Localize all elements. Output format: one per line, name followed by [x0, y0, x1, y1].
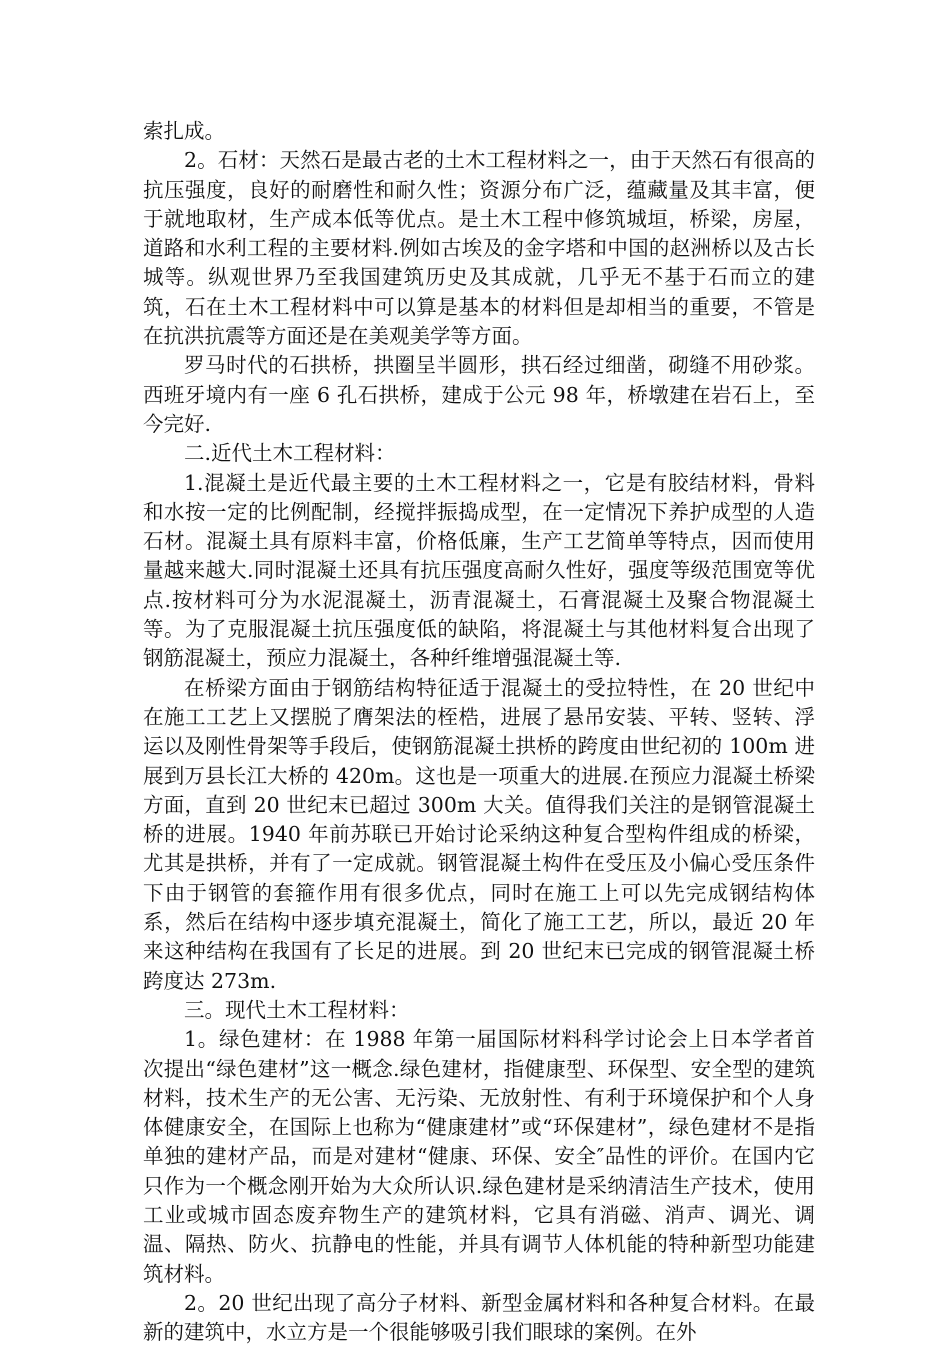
paragraph-polymer-materials: 2。20 世纪出现了高分子材料、新型金属材料和各种复合材料。在最新的建筑中，水立方是一个很能够吸引我们眼球的案例。在外	[143, 1290, 815, 1345]
heading-contemporary-materials: 三。现代土木工程材料：	[184, 997, 410, 1022]
paragraph-continuation: 索扎成。	[143, 119, 225, 143]
paragraph-green-materials: 1。绿色建材：在 1988 年第一届国际材料科学讨论会上日本学者首次提出“绿色建材”这一概念.绿色建材，指健康型、环保型、安全型的建筑材料，技术生产的无公害、无污染、无放射性、有利于环境保护和个人身体健康安全，在国际上也称为“健康建材”或“环保建材”，绿色建材不是指单独的建材产品，而是对建材“健康、环保、安全″品性的评价。在国内它只作为一个概念刚开始为大众所认识.绿色建材是采纳清洁生产技术，使用工业或城市固态废弃物生产的建筑材料，它具有消磁、消声、调光、调温、隔热、防火、抗静电的性能，并具有调节人体机能的特种新型功能建筑材料。	[143, 1027, 815, 1286]
paragraph-roman-arch: 罗马时代的石拱桥，拱圈呈半圆形，拱石经过细凿，砌缝不用砂浆。西班牙境内有一座 6 孔石拱桥，建成于公元 98 年，桥墩建在岩石上，至今完好.	[143, 353, 815, 436]
paragraph-stone: 2。石材：天然石是最古老的土木工程材料之一，由于天然石有很高的抗压强度，良好的耐磨性和耐久性；资源分布广泛，蕴藏量及其丰富，便于就地取材，生产成本低等优点。是土木工程中修筑城垣，桥梁，房屋，道路和水利工程的主要材料.例如古埃及的金字塔和中国的赵洲桥以及古长城等。纵观世界乃至我国建筑历史及其成就，几乎无不基于石而立的建筑，石在土木工程材料中可以算是基本的材料但是却相当的重要，不管是在抗洪抗震等方面还是在美观美学等方面。	[143, 148, 815, 349]
paragraph-concrete: 1.混凝土是近代最主要的土木工程材料之一，它是有胶结材料，骨料和水按一定的比例配制，经搅拌振捣成型，在一定情况下养护成型的人造石材。混凝土具有原料丰富，价格低廉，生产工艺简单等特点，因而使用量越来越大.同时混凝土还具有抗压强度高耐久性好，强度等级范围宽等优点.按材料可分为水泥混凝土，沥青混凝土，石膏混凝土及聚合物混凝土等。为了克服混凝土抗压强度低的缺陷，将混凝土与其他材料复合出现了钢筋混凝土，预应力混凝土，各种纤维增强混凝土等.	[143, 470, 815, 671]
document-body	[143, 117, 815, 1347]
paragraph-bridges: 在桥梁方面由于钢筋结构特征适于混凝土的受拉特性，在 20 世纪中在施工工艺上又摆脱了膺架法的桎梏，进展了悬吊安装、平转、竖转、浮运以及刚性骨架等手段后，使钢筋混凝土拱桥的跨度由世纪初的 100m 进展到万县长江大桥的 420m。这也是一项重大的进展.在预应力混凝土桥梁方面，直到 20 世纪末已超过 300m 大关。值得我们关注的是钢管混凝土桥的进展。1940 年前苏联已开始讨论采纳这种复合型构件组成的桥梁，尤其是拱桥，并有了一定成就。钢管混凝土构件在受压及小偏心受压条件下由于钢管的套箍作用有很多优点，同时在施工上可以先完成钢结构体系，然后在结构中逐步填充混凝土，简化了施工工艺，所以，最近 20 年来这种结构在我国有了长足的进展。到 20 世纪末已完成的钢管混凝土桥跨度达 273m.	[143, 675, 815, 993]
heading-modern-materials: 二.近代土木工程材料：	[184, 441, 396, 466]
